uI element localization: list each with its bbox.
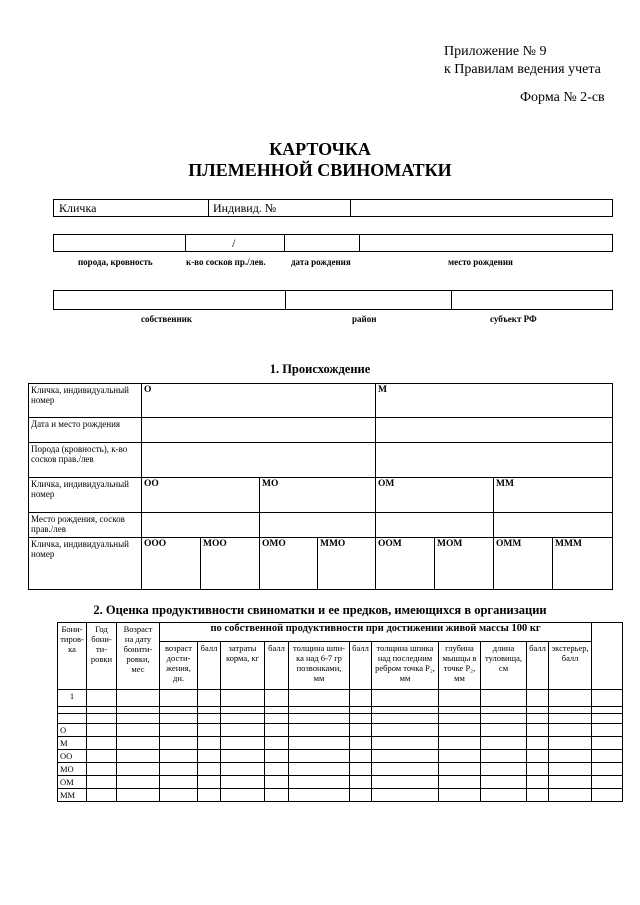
origin-table: [28, 383, 613, 590]
data-cell[interactable]: [527, 724, 549, 737]
data-cell[interactable]: [372, 750, 439, 763]
data-cell[interactable]: [372, 724, 439, 737]
great-grandparent-ooo-cell[interactable]: ООО: [142, 538, 201, 590]
data-cell[interactable]: [439, 690, 481, 707]
breed-field[interactable]: [54, 235, 185, 250]
data-cell[interactable]: [527, 737, 549, 750]
ancestor-label: ОМ: [58, 776, 87, 789]
table-row: [58, 690, 623, 707]
ancestor-label: ОО: [58, 750, 87, 763]
data-cell[interactable]: [527, 690, 549, 707]
dam-cell[interactable]: М: [376, 384, 613, 418]
data-cell[interactable]: [439, 724, 481, 737]
col-header-fat-6-7: толщина шпи-ка над 6-7 гр позвонками, мм: [289, 642, 350, 690]
data-cell[interactable]: [289, 690, 350, 707]
data-cell[interactable]: [198, 789, 221, 802]
row-label: Порода (кровность), к-во сосков прав./лев: [29, 443, 142, 478]
data-cell[interactable]: [221, 724, 265, 737]
data-cell[interactable]: [160, 750, 198, 763]
origin-section-title: 1. Происхождение: [269, 362, 371, 376]
data-cell[interactable]: [549, 789, 592, 802]
breed-row: [53, 234, 613, 252]
district-field[interactable]: [285, 291, 451, 308]
individual-number-field[interactable]: [350, 200, 611, 215]
data-cell[interactable]: [350, 724, 372, 737]
grandparent-oo-birth-cell[interactable]: [142, 513, 260, 538]
data-cell[interactable]: [87, 750, 117, 763]
great-grandparent-omo-cell[interactable]: ОМО: [260, 538, 318, 590]
productivity-section-title: 2. Оценка продуктивности свиноматки и ее предков, имеющихся в организации: [93, 603, 547, 617]
region-field[interactable]: [451, 291, 611, 308]
ancestor-label: ММ: [58, 789, 87, 802]
col-header-bonitirovka: Бони-тиров-ка: [58, 623, 87, 690]
data-cell[interactable]: [350, 737, 372, 750]
dob-field[interactable]: [284, 235, 359, 250]
teats-slash: /: [232, 236, 236, 250]
individual-number-label: Индивид. №: [213, 201, 277, 215]
data-cell[interactable]: [87, 690, 117, 707]
table-row: [29, 418, 613, 443]
breed-label: порода, кровность: [78, 257, 153, 267]
data-cell[interactable]: [160, 776, 198, 789]
table-row: [58, 623, 623, 642]
data-cell[interactable]: [117, 690, 160, 707]
data-cell[interactable]: [527, 763, 549, 776]
data-cell[interactable]: [372, 737, 439, 750]
data-cell[interactable]: [350, 763, 372, 776]
data-cell[interactable]: [481, 776, 527, 789]
data-cell[interactable]: [289, 724, 350, 737]
table-row: [29, 478, 613, 513]
dob-label: дата рождения: [291, 257, 351, 267]
table-row: [29, 384, 613, 418]
data-cell[interactable]: [87, 789, 117, 802]
grandparent-om-cell[interactable]: ОМ: [376, 478, 494, 513]
data-cell[interactable]: [265, 737, 289, 750]
data-cell[interactable]: [549, 750, 592, 763]
great-grandparent-omm-cell[interactable]: ОММ: [494, 538, 553, 590]
col-header-age: Возраст на дату бонити-ровки, мес: [117, 623, 160, 690]
data-cell[interactable]: [221, 750, 265, 763]
col-header-score: балл: [527, 642, 549, 690]
grandparent-mm-birth-cell[interactable]: [494, 513, 613, 538]
data-cell[interactable]: [221, 776, 265, 789]
table-row: [29, 538, 613, 590]
data-cell[interactable]: [350, 789, 372, 802]
ancestor-label: МО: [58, 763, 87, 776]
grandparent-om-birth-cell[interactable]: [376, 513, 494, 538]
data-cell[interactable]: [117, 724, 160, 737]
birthplace-label: место рождения: [448, 257, 513, 267]
district-label: район: [352, 314, 377, 324]
dam-breed-cell[interactable]: [376, 443, 613, 478]
data-cell[interactable]: [87, 737, 117, 750]
grandparent-oo-cell[interactable]: ОО: [142, 478, 260, 513]
data-cell[interactable]: [439, 750, 481, 763]
owner-label: собственник: [141, 314, 193, 324]
data-cell[interactable]: [549, 737, 592, 750]
data-cell[interactable]: [198, 776, 221, 789]
data-cell[interactable]: [117, 763, 160, 776]
table-row: [58, 750, 623, 763]
row-label: Место рождения, сосков прав./лев: [29, 513, 142, 538]
ancestor-label: О: [58, 724, 87, 737]
great-grandparent-moo-cell[interactable]: МОО: [201, 538, 260, 590]
col-header-score: балл: [350, 642, 372, 690]
grandparent-mo-cell[interactable]: МО: [260, 478, 376, 513]
data-cell[interactable]: [289, 776, 350, 789]
data-cell[interactable]: [87, 763, 117, 776]
col-header-exterior: экстерьер, балл: [549, 642, 592, 690]
col-group-header: по собственной продуктивности при достижении живой массы 100 кг: [160, 623, 592, 642]
data-cell[interactable]: [265, 776, 289, 789]
data-cell[interactable]: [481, 737, 527, 750]
great-grandparent-oom-cell[interactable]: ООМ: [376, 538, 435, 590]
data-cell[interactable]: [198, 763, 221, 776]
data-cell[interactable]: [198, 737, 221, 750]
table-row: [58, 707, 623, 714]
data-cell[interactable]: [481, 690, 527, 707]
data-cell[interactable]: [439, 737, 481, 750]
data-cell[interactable]: [289, 737, 350, 750]
col-header-year: Год бони-ти-ровки: [87, 623, 117, 690]
teats-label: к-во сосков пр./лев.: [186, 257, 266, 267]
owner-row: [53, 290, 613, 310]
data-cell[interactable]: [549, 724, 592, 737]
data-cell[interactable]: [481, 789, 527, 802]
data-cell[interactable]: [117, 789, 160, 802]
data-cell[interactable]: [289, 750, 350, 763]
card-title: КАРТОЧКА: [269, 139, 371, 159]
appendix-number: Приложение № 9: [444, 44, 547, 59]
data-cell[interactable]: [549, 763, 592, 776]
great-grandparent-mmm-cell[interactable]: МММ: [553, 538, 613, 590]
data-cell[interactable]: [481, 763, 527, 776]
data-cell[interactable]: [117, 776, 160, 789]
data-cell[interactable]: [117, 750, 160, 763]
data-cell[interactable]: [372, 763, 439, 776]
data-cell[interactable]: [221, 737, 265, 750]
row-label: Кличка, индивидуальный номер: [29, 538, 142, 590]
sire-cell[interactable]: О: [142, 384, 376, 418]
data-cell[interactable]: [265, 763, 289, 776]
data-cell[interactable]: [527, 776, 549, 789]
data-cell[interactable]: [289, 789, 350, 802]
bonitirovka-number: 1: [58, 690, 87, 707]
data-cell[interactable]: [221, 690, 265, 707]
table-row: [58, 776, 623, 789]
ancestor-label: М: [58, 737, 87, 750]
data-cell[interactable]: [592, 776, 623, 789]
data-cell[interactable]: [372, 789, 439, 802]
data-cell[interactable]: [265, 724, 289, 737]
table-row: [29, 443, 613, 478]
region-label: субъект РФ: [490, 314, 537, 324]
col-header-muscle-depth: глубина мышцы в точке P₂, мм: [439, 642, 481, 690]
teats-field[interactable]: [185, 235, 284, 250]
data-cell[interactable]: [160, 763, 198, 776]
data-cell[interactable]: [87, 776, 117, 789]
name-field[interactable]: [208, 200, 350, 215]
data-cell[interactable]: [481, 750, 527, 763]
data-cell[interactable]: [198, 724, 221, 737]
data-cell[interactable]: [289, 763, 350, 776]
grandparent-mm-cell[interactable]: ММ: [494, 478, 613, 513]
sire-breed-cell[interactable]: [142, 443, 376, 478]
data-cell[interactable]: [439, 763, 481, 776]
data-cell[interactable]: [198, 690, 221, 707]
data-cell[interactable]: [372, 776, 439, 789]
productivity-table: [57, 622, 623, 802]
data-cell[interactable]: [160, 789, 198, 802]
col-header-score: балл: [265, 642, 289, 690]
data-cell[interactable]: [160, 737, 198, 750]
data-cell[interactable]: [198, 750, 221, 763]
form-number: Форма № 2-св: [520, 90, 605, 105]
data-cell[interactable]: [592, 737, 623, 750]
sire-birth-cell[interactable]: [142, 418, 376, 443]
name-label: Кличка: [59, 201, 97, 215]
data-cell[interactable]: [350, 776, 372, 789]
row-label: Кличка, индивидуальный номер: [29, 384, 142, 418]
col-header-score: балл: [198, 642, 221, 690]
great-grandparent-mmo-cell[interactable]: ММО: [318, 538, 376, 590]
col-header-feed: затраты корма, кг: [221, 642, 265, 690]
card-subtitle: ПЛЕМЕННОЙ СВИНОМАТКИ: [188, 160, 452, 180]
data-cell[interactable]: [372, 690, 439, 707]
table-row: [58, 763, 623, 776]
data-cell[interactable]: [265, 750, 289, 763]
col-empty-last: [592, 623, 623, 690]
dam-birth-cell[interactable]: [376, 418, 613, 443]
data-cell[interactable]: [549, 776, 592, 789]
data-cell[interactable]: [592, 750, 623, 763]
table-row: [58, 789, 623, 802]
data-cell[interactable]: [265, 789, 289, 802]
data-cell[interactable]: [265, 690, 289, 707]
data-cell[interactable]: [87, 724, 117, 737]
data-cell[interactable]: [350, 750, 372, 763]
grandparent-mo-birth-cell[interactable]: [260, 513, 376, 538]
row-label: Дата и место рождения: [29, 418, 142, 443]
table-row: [58, 737, 623, 750]
table-row: [58, 724, 623, 737]
rules-reference: к Правилам ведения учета: [444, 62, 601, 77]
id-row: [53, 199, 613, 217]
table-row: [29, 513, 613, 538]
data-cell[interactable]: [439, 776, 481, 789]
data-cell[interactable]: [527, 789, 549, 802]
table-row: [58, 714, 623, 724]
col-header-length: длина туловища, см: [481, 642, 527, 690]
data-cell[interactable]: [350, 690, 372, 707]
data-cell[interactable]: [527, 750, 549, 763]
data-cell[interactable]: [592, 763, 623, 776]
great-grandparent-mom-cell[interactable]: МОМ: [435, 538, 494, 590]
data-cell[interactable]: [439, 789, 481, 802]
data-cell[interactable]: [160, 724, 198, 737]
data-cell[interactable]: [160, 690, 198, 707]
col-header-age-reach: возраст дости-жения, дн.: [160, 642, 198, 690]
owner-field[interactable]: [54, 291, 285, 308]
data-cell[interactable]: [221, 763, 265, 776]
data-cell[interactable]: [117, 737, 160, 750]
birthplace-field[interactable]: [359, 235, 611, 250]
data-cell[interactable]: [592, 690, 623, 707]
data-cell[interactable]: [221, 789, 265, 802]
data-cell[interactable]: [592, 789, 623, 802]
data-cell[interactable]: [549, 690, 592, 707]
data-cell[interactable]: [481, 724, 527, 737]
data-cell[interactable]: [592, 724, 623, 737]
row-label: Кличка, индивидуальный номер: [29, 478, 142, 513]
col-header-fat-p2: толщина шпика над последним ребром точка P₂, мм: [372, 642, 439, 690]
